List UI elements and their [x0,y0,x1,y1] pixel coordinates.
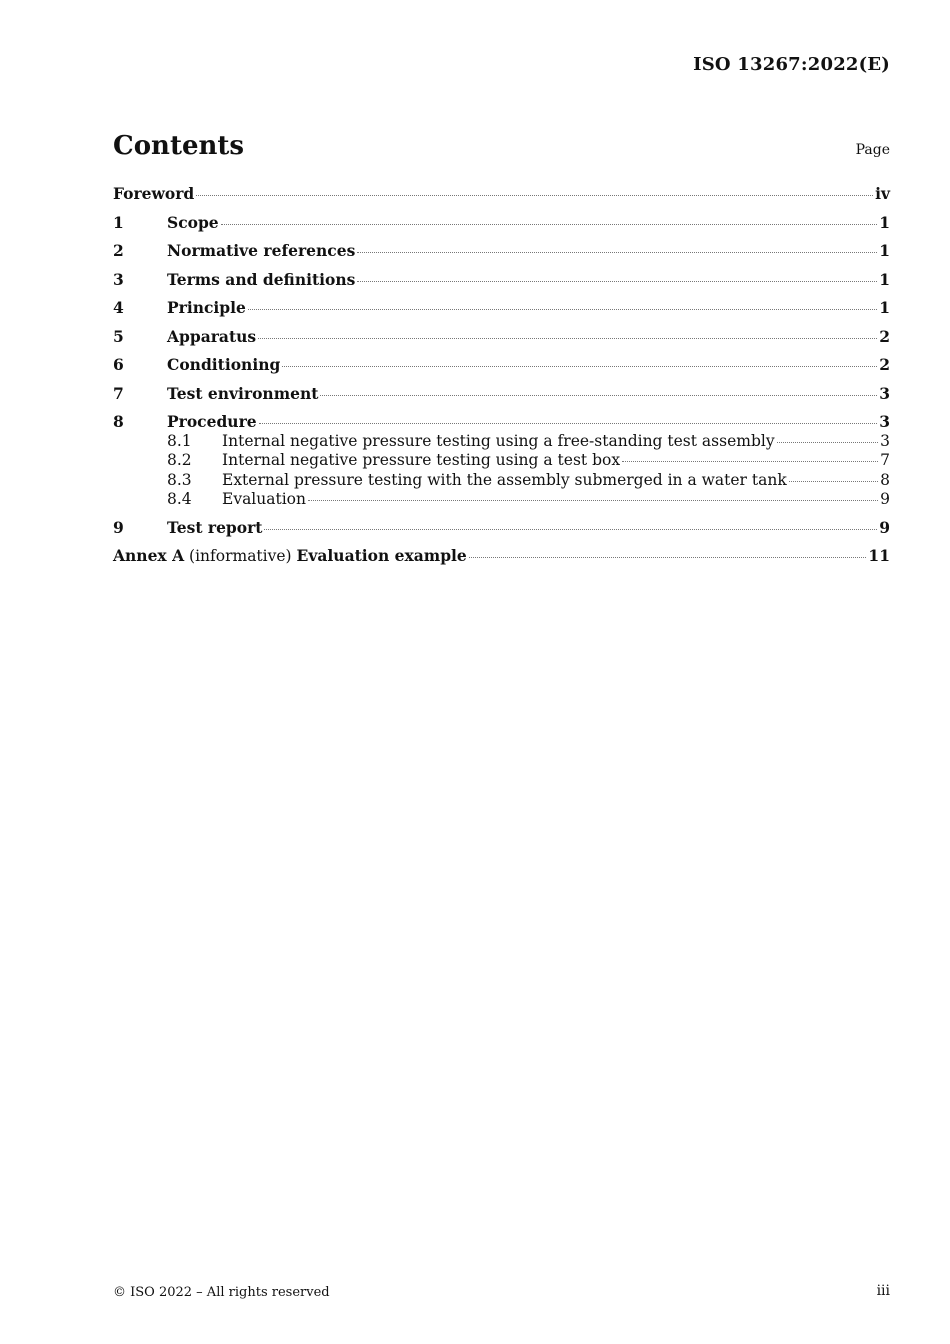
leader-dots [259,423,878,424]
toc-page: 1 [879,269,890,289]
toc-page: 9 [879,517,890,537]
toc-page: 2 [879,355,890,374]
toc-entry-apparatus[interactable] [113,327,890,356]
toc-page: iv [875,184,890,203]
annex-title: Evaluation example [296,546,467,566]
toc-label: Principle [167,298,246,317]
leader-dots [308,500,878,501]
toc-label: Terms and definitions [167,269,356,289]
toc-number: 3 [113,269,124,289]
toc-label: Internal negative pressure testing using a test box [222,451,621,470]
toc-entry-test-report[interactable] [113,518,890,547]
leader-dots [196,195,873,196]
toc-label: Test report [167,517,263,537]
toc-subentry-8-3[interactable] [113,471,890,490]
toc-number: 8.2 [167,451,192,470]
toc-number: 7 [113,383,124,403]
annex-type: (informative) [189,547,292,566]
leader-dots [777,442,879,443]
toc-label: Apparatus [167,326,257,346]
toc-subentry-8-2[interactable] [113,451,890,470]
leader-dots [789,481,878,482]
toc-label: External pressure testing with the assembly submerged in a water tank [222,470,787,489]
toc-number: 1 [113,212,124,232]
leader-dots [221,224,878,225]
toc-entry-principle[interactable] [113,298,890,327]
toc-entry-conditioning[interactable] [113,355,890,384]
toc-number: 5 [113,326,124,346]
toc-label: Test environment [167,383,319,403]
toc-page: 9 [880,489,890,508]
leader-dots [248,309,877,310]
toc-page: 3 [880,432,890,450]
toc-label [113,546,467,565]
leader-dots [320,395,877,396]
page-number: iii [876,1283,890,1299]
toc-entry-annex-a[interactable] [113,546,890,575]
toc-page: 2 [879,326,890,346]
toc-label: Conditioning [167,355,281,374]
leader-dots [469,557,867,558]
toc-page: 1 [879,241,890,260]
toc-number: 8 [113,412,124,431]
toc-label: Evaluation [222,489,306,508]
toc-page: 8 [880,470,890,489]
toc-subentry-8-4[interactable] [113,490,890,518]
toc-label: Scope [167,212,219,232]
toc-number: 6 [113,355,124,374]
toc-entry-foreword[interactable] [113,184,890,213]
leader-dots [357,252,877,253]
toc-entry-test-environment[interactable] [113,384,890,413]
toc-subentry-8-1[interactable] [113,432,890,451]
leader-dots [258,338,877,339]
toc-number: 9 [113,517,124,537]
toc-label: Internal negative pressure testing using a free-standing test assembly [222,432,775,450]
leader-dots [622,461,878,462]
copyright-notice: © ISO 2022 – All rights reserved [113,1285,330,1300]
page-column-label: Page [855,142,890,158]
document-id: ISO 13267:2022(E) [693,54,890,75]
toc-number: 8.1 [167,432,192,450]
toc-entry-scope[interactable] [113,213,890,242]
contents-title: Contents [113,131,245,161]
toc-entry-terms-and-definitions[interactable] [113,270,890,299]
toc-page: 1 [879,298,890,317]
table-of-contents [113,184,890,575]
leader-dots [357,281,877,282]
toc-page: 3 [879,383,890,403]
leader-dots [282,366,877,367]
toc-page: 1 [879,212,890,232]
toc-entry-procedure[interactable] [113,412,890,432]
toc-label: Normative references [167,241,356,260]
toc-page: 3 [879,412,890,431]
toc-entry-normative-references[interactable] [113,241,890,270]
toc-page: 11 [868,546,890,566]
toc-label: Foreword [113,184,195,203]
toc-label: Procedure [167,412,257,431]
toc-number: 4 [113,298,124,317]
toc-number: 8.4 [167,489,192,508]
toc-number: 2 [113,241,124,260]
toc-number: 8.3 [167,470,192,489]
leader-dots [264,529,877,530]
annex-prefix: Annex A [113,546,185,566]
toc-page: 7 [880,451,890,470]
